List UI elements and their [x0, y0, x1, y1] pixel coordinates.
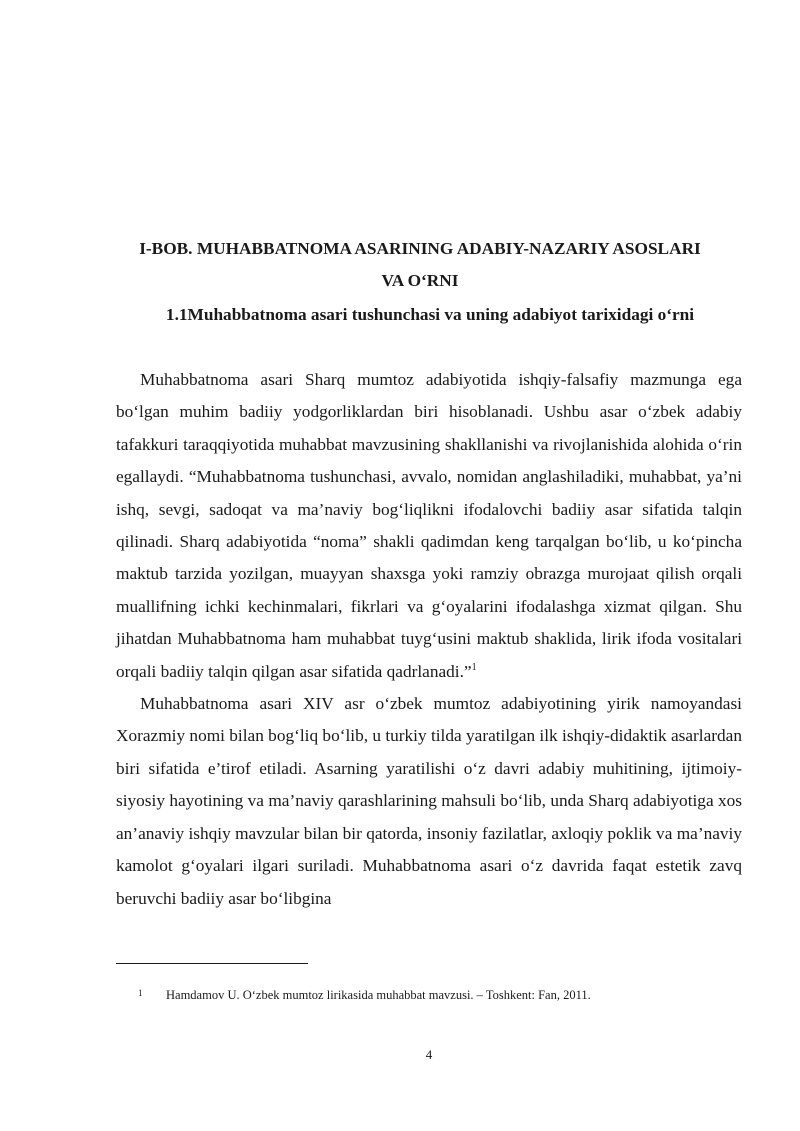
chapter-title-line-1: I-BOB. MUHABBATNOMA ASARINING ADABIY-NAZARIY ASOSLARI [139, 239, 701, 258]
chapter-title-line-2: VA O‘RNI [381, 271, 459, 290]
section-title: 1.1Muhabbatnoma asari tushunchasi va uning adabiyot tarixidagi o‘rni [165, 305, 695, 324]
paragraph-1 [116, 364, 742, 688]
paragraph-2: Muhabbatnoma asari XIV asr o‘zbek mumtoz adabiyotining yirik namoyandasi Xorazmiy nomi bilan bog‘liq bo‘lib, u turkiy tilda yaratilgan ilk ishqiy-didaktik asarlardan biri sifatida e’tirof etiladi. Asarning yaratilishi o‘z davri adabiy muhitining, ijtimoiy-siyosiy hayotining va ma’naviy qarashlarining mahsuli bo‘lib, unda Sharq adabiyotiga xos an’anaviy ishqiy mavzular bilan bir qatorda, insoniy fazilatlar, axloqiy poklik va ma’naviy kamolot g‘oyalari ilgari suriladi. Muhabbatnoma asari o‘z davrida faqat estetik zavq beruvchi badiiy asar bo‘libgina [116, 694, 742, 908]
paragraph-1-text: Muhabbatnoma asari Sharq mumtoz adabiyotida ishqiy-falsafiy mazmunga ega bo‘lgan muhim badiiy yodgorliklardan biri hisoblanadi. Ushbu asar o‘zbek adabiy tafakkuri taraqqiyotida muhabbat mavzusining shakllanishi va rivojlanishida alohida o‘rin egallaydi. “Muhabbatnoma tushunchasi, avvalo, nomidan anglashiladiki, muhabbat, ya’ni ishq, sevgi, sadoqat va ma’naviy bog‘liqlikni ifodalovchi badiiy asar sifatida talqin qilinadi. Sharq adabiyotida “noma” shakli qadimdan keng tarqalgan bo‘lib, u ko‘pincha maktub tarzida yozilgan, muayyan shaxsga yoki ramziy obrazga murojaat qilish orqali muallifning ichki kechinmalari, fikrlari va g‘oyalarini ifodalashga xizmat qilgan. Shu jihatdan Muhabbatnoma ham muhabbat tuyg‘usini maktub shaklida, lirik ifoda vositalari orqali badiiy talqin qilgan asar sifatida qadrlanadi.” [116, 370, 742, 681]
chapter-title [100, 233, 740, 297]
footnote-divider [116, 963, 308, 964]
footnote-mark: 1 [138, 988, 143, 998]
body-text [116, 364, 742, 915]
footnote-text: Hamdamov U. O‘zbek mumtoz lirikasida muhabbat mavzusi. – Toshkent: Fan, 2011. [166, 988, 591, 1002]
footnote [138, 986, 758, 1004]
page-number: 4 [425, 1047, 433, 1062]
footnote-reference[interactable]: 1 [471, 661, 477, 673]
